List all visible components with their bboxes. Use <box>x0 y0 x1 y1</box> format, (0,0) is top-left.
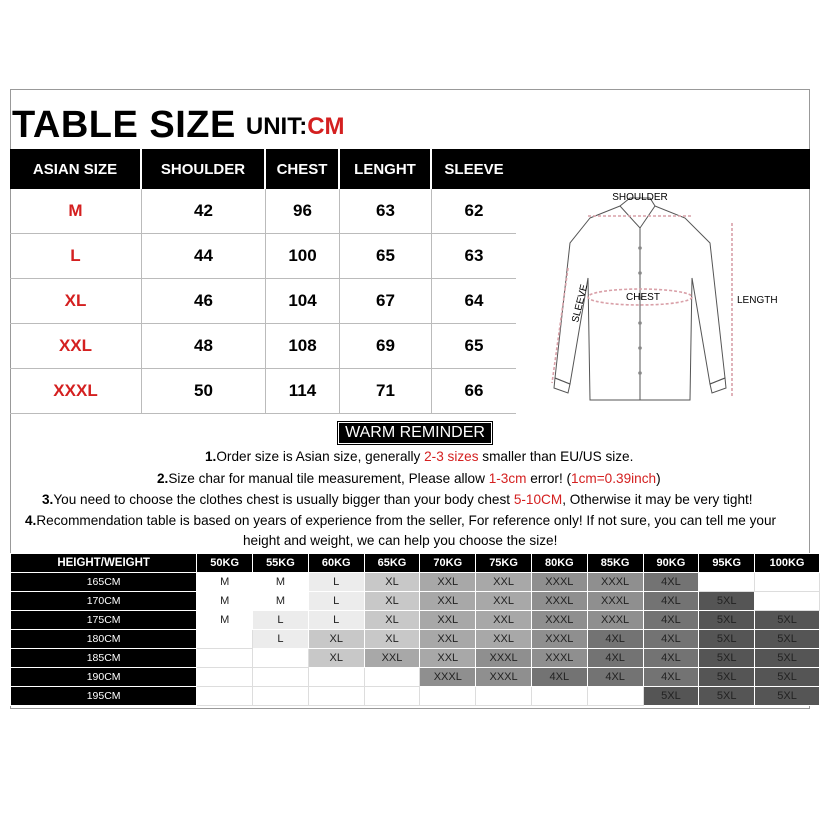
measurement-cell: 96 <box>266 189 340 234</box>
size-recommendation-cell: L <box>308 611 364 630</box>
size-recommendation-cell: XXXL <box>476 649 532 668</box>
reminder-line-1 <box>205 449 633 464</box>
size-recommendation-cell: XXL <box>364 649 420 668</box>
size-recommendation-cell <box>197 668 253 687</box>
reminder-text-1c: smaller than EU/US size. <box>478 449 634 464</box>
size-row <box>10 369 516 414</box>
chest-header: CHEST <box>266 149 340 189</box>
weight-header: 70KG <box>420 554 476 573</box>
size-recommendation-cell <box>197 687 253 706</box>
size-recommendation-cell: 5XL <box>699 592 755 611</box>
size-recommendation-cell: 4XL <box>643 611 699 630</box>
reminder-text-1b: 2-3 sizes <box>424 449 479 464</box>
size-cell: L <box>10 234 142 279</box>
measurement-cell: 71 <box>340 369 432 414</box>
size-row <box>10 279 516 324</box>
height-row <box>11 611 820 630</box>
size-row <box>10 324 516 369</box>
reminder-text-2d: 1cm=0.39inch <box>571 471 657 486</box>
size-recommendation-cell <box>476 687 532 706</box>
size-recommendation-cell: 5XL <box>755 630 820 649</box>
size-recommendation-cell <box>308 668 364 687</box>
measurement-cell: 63 <box>432 234 516 279</box>
size-recommendation-cell <box>364 668 420 687</box>
size-recommendation-cell: XL <box>364 592 420 611</box>
reminder-text-2a: Size char for manual tile measurement, Please allow <box>168 471 489 486</box>
size-recommendation-cell: XXXL <box>531 592 587 611</box>
size-recommendation-cell: XXL <box>476 573 532 592</box>
size-recommendation-cell <box>308 687 364 706</box>
size-recommendation-cell: XXL <box>420 592 476 611</box>
size-recommendation-cell <box>531 687 587 706</box>
measurement-cell: 69 <box>340 324 432 369</box>
weight-header: 95KG <box>699 554 755 573</box>
measurement-cell: 44 <box>142 234 266 279</box>
reminder-text-3a: You need to choose the clothes chest is usually bigger than your body chest <box>53 492 514 507</box>
size-recommendation-cell: 4XL <box>643 573 699 592</box>
measurement-cell: 63 <box>340 189 432 234</box>
size-recommendation-cell: XL <box>308 649 364 668</box>
size-recommendation-cell: 5XL <box>643 687 699 706</box>
page-title <box>10 89 810 147</box>
size-recommendation-cell: M <box>197 573 253 592</box>
measurement-cell: 67 <box>340 279 432 324</box>
reminder-line-5: height and weight, we can help you choose the size! <box>243 533 558 548</box>
height-row <box>11 668 820 687</box>
weight-header: 100KG <box>755 554 820 573</box>
reminder-text-2c: error! ( <box>526 471 572 486</box>
size-recommendation-cell: XXL <box>420 573 476 592</box>
reminder-text-2b: 1-3cm <box>488 471 527 486</box>
size-recommendation-cell: L <box>308 592 364 611</box>
reminder-num-2: 2. <box>157 471 169 486</box>
header-strip <box>510 149 810 189</box>
height-cell: 195CM <box>11 687 197 706</box>
height-cell: 185CM <box>11 649 197 668</box>
unit-prefix: UNIT: <box>245 113 308 140</box>
weight-header: 75KG <box>476 554 532 573</box>
reminder-line-4 <box>25 513 776 528</box>
shoulder-label: SHOULDER <box>612 192 668 203</box>
size-recommendation-cell <box>587 687 643 706</box>
size-recommendation-cell <box>253 649 309 668</box>
size-recommendation-cell <box>253 687 309 706</box>
chest-label: CHEST <box>626 292 660 303</box>
reminder-text-4: Recommendation table is based on years of experience from the seller, For reference only! If not sure, you can tell me your <box>36 513 777 528</box>
title-unit <box>246 107 345 147</box>
size-recommendation-cell: XXL <box>420 611 476 630</box>
reminder-text-1a: Order size is Asian size, generally <box>216 449 425 464</box>
size-recommendation-cell: 5XL <box>755 687 820 706</box>
size-row <box>10 189 516 234</box>
size-recommendation-cell: 5XL <box>755 649 820 668</box>
size-recommendation-cell: 4XL <box>643 649 699 668</box>
size-recommendation-cell: XXXL <box>531 611 587 630</box>
size-recommendation-cell: 4XL <box>587 649 643 668</box>
size-header: ASIAN SIZE <box>10 149 142 189</box>
measurement-cell: 62 <box>432 189 516 234</box>
size-recommendation-cell: XXXL <box>531 573 587 592</box>
size-recommendation-cell: XXL <box>420 630 476 649</box>
reminder-text-2e: ) <box>656 471 661 486</box>
size-row <box>10 234 516 279</box>
length-header: LENGHT <box>340 149 432 189</box>
size-recommendation-cell: XL <box>364 611 420 630</box>
reminder-num-3: 3. <box>42 492 54 507</box>
size-recommendation-cell: 4XL <box>587 668 643 687</box>
size-table <box>10 149 516 414</box>
size-cell: XXL <box>10 324 142 369</box>
size-recommendation-cell: 5XL <box>699 649 755 668</box>
size-recommendation-cell: 5XL <box>699 611 755 630</box>
size-recommendation-cell: XXXL <box>587 573 643 592</box>
size-recommendation-cell: XXL <box>476 630 532 649</box>
size-recommendation-cell: 5XL <box>699 630 755 649</box>
measurement-cell: 65 <box>340 234 432 279</box>
measurement-cell: 114 <box>266 369 340 414</box>
height-row <box>11 592 820 611</box>
height-cell: 180CM <box>11 630 197 649</box>
weight-header: 80KG <box>531 554 587 573</box>
reminder-text-3c: , Otherwise it may be very tight! <box>562 492 753 507</box>
height-row <box>11 687 820 706</box>
weight-header: 65KG <box>364 554 420 573</box>
sleeve-header: SLEEVE <box>432 149 516 189</box>
weight-header: 55KG <box>253 554 309 573</box>
size-recommendation-cell: 5XL <box>699 687 755 706</box>
size-recommendation-cell: XXXL <box>420 668 476 687</box>
size-recommendation-cell: M <box>253 592 309 611</box>
size-recommendation-cell <box>699 573 755 592</box>
size-recommendation-cell: M <box>197 611 253 630</box>
size-recommendation-cell <box>197 630 253 649</box>
weight-header: 60KG <box>308 554 364 573</box>
reminder-line-3 <box>42 492 753 507</box>
height-row <box>11 649 820 668</box>
size-recommendation-cell: 4XL <box>531 668 587 687</box>
size-recommendation-cell: XXXL <box>587 611 643 630</box>
measurement-cell: 64 <box>432 279 516 324</box>
shoulder-header: SHOULDER <box>142 149 266 189</box>
sleeve-label: SLEEVE <box>570 283 591 324</box>
size-recommendation-cell: XXXL <box>531 649 587 668</box>
height-weight-header: HEIGHT/WEIGHT <box>11 554 197 573</box>
size-recommendation-cell: L <box>308 573 364 592</box>
size-recommendation-cell: XL <box>364 573 420 592</box>
measurement-cell: 50 <box>142 369 266 414</box>
size-recommendation-cell: 5XL <box>699 668 755 687</box>
length-label: LENGTH <box>737 295 778 306</box>
size-recommendation-cell: XXL <box>420 649 476 668</box>
size-recommendation-cell: 4XL <box>643 592 699 611</box>
size-recommendation-cell <box>197 649 253 668</box>
size-recommendation-cell: M <box>253 573 309 592</box>
size-recommendation-cell: 4XL <box>643 668 699 687</box>
size-recommendation-cell: 5XL <box>755 611 820 630</box>
size-recommendation-cell: L <box>253 611 309 630</box>
size-recommendation-cell: L <box>253 630 309 649</box>
measurement-cell: 48 <box>142 324 266 369</box>
reminder-num-4: 4. <box>25 513 37 528</box>
height-row <box>11 630 820 649</box>
measurement-cell: 42 <box>142 189 266 234</box>
size-recommendation-cell <box>755 573 820 592</box>
measurement-cell: 108 <box>266 324 340 369</box>
measurement-cell: 46 <box>142 279 266 324</box>
height-cell: 190CM <box>11 668 197 687</box>
height-cell: 175CM <box>11 611 197 630</box>
measurement-cell: 65 <box>432 324 516 369</box>
size-recommendation-cell: M <box>197 592 253 611</box>
measurement-cell: 100 <box>266 234 340 279</box>
size-recommendation-cell: XXXL <box>531 630 587 649</box>
size-recommendation-cell <box>364 687 420 706</box>
size-recommendation-cell <box>420 687 476 706</box>
size-recommendation-cell: 5XL <box>755 668 820 687</box>
size-recommendation-cell: XXXL <box>587 592 643 611</box>
height-weight-table <box>10 553 820 706</box>
size-recommendation-cell <box>755 592 820 611</box>
size-recommendation-cell: XXL <box>476 592 532 611</box>
size-recommendation-cell: XL <box>308 630 364 649</box>
title-main: TABLE SIZE <box>12 104 236 146</box>
weight-header: 85KG <box>587 554 643 573</box>
height-row <box>11 573 820 592</box>
size-recommendation-cell: 4XL <box>643 630 699 649</box>
height-cell: 170CM <box>11 592 197 611</box>
reminder-text-3b: 5-10CM <box>513 492 563 507</box>
weight-header: 90KG <box>643 554 699 573</box>
measurement-cell: 66 <box>432 369 516 414</box>
size-recommendation-cell: XXL <box>476 611 532 630</box>
weight-header: 50KG <box>197 554 253 573</box>
warm-reminder-title: WARM REMINDER <box>337 421 493 445</box>
size-cell: M <box>10 189 142 234</box>
reminder-line-2 <box>157 471 661 486</box>
size-recommendation-cell: 4XL <box>587 630 643 649</box>
reminder-num-1: 1. <box>205 449 217 464</box>
measurement-cell: 104 <box>266 279 340 324</box>
height-cell: 165CM <box>11 573 197 592</box>
unit-value: CM <box>307 113 345 140</box>
size-cell: XL <box>10 279 142 324</box>
size-cell: XXXL <box>10 369 142 414</box>
size-recommendation-cell <box>253 668 309 687</box>
size-recommendation-cell: XL <box>364 630 420 649</box>
size-recommendation-cell: XXXL <box>476 668 532 687</box>
shirt-diagram <box>540 188 810 410</box>
